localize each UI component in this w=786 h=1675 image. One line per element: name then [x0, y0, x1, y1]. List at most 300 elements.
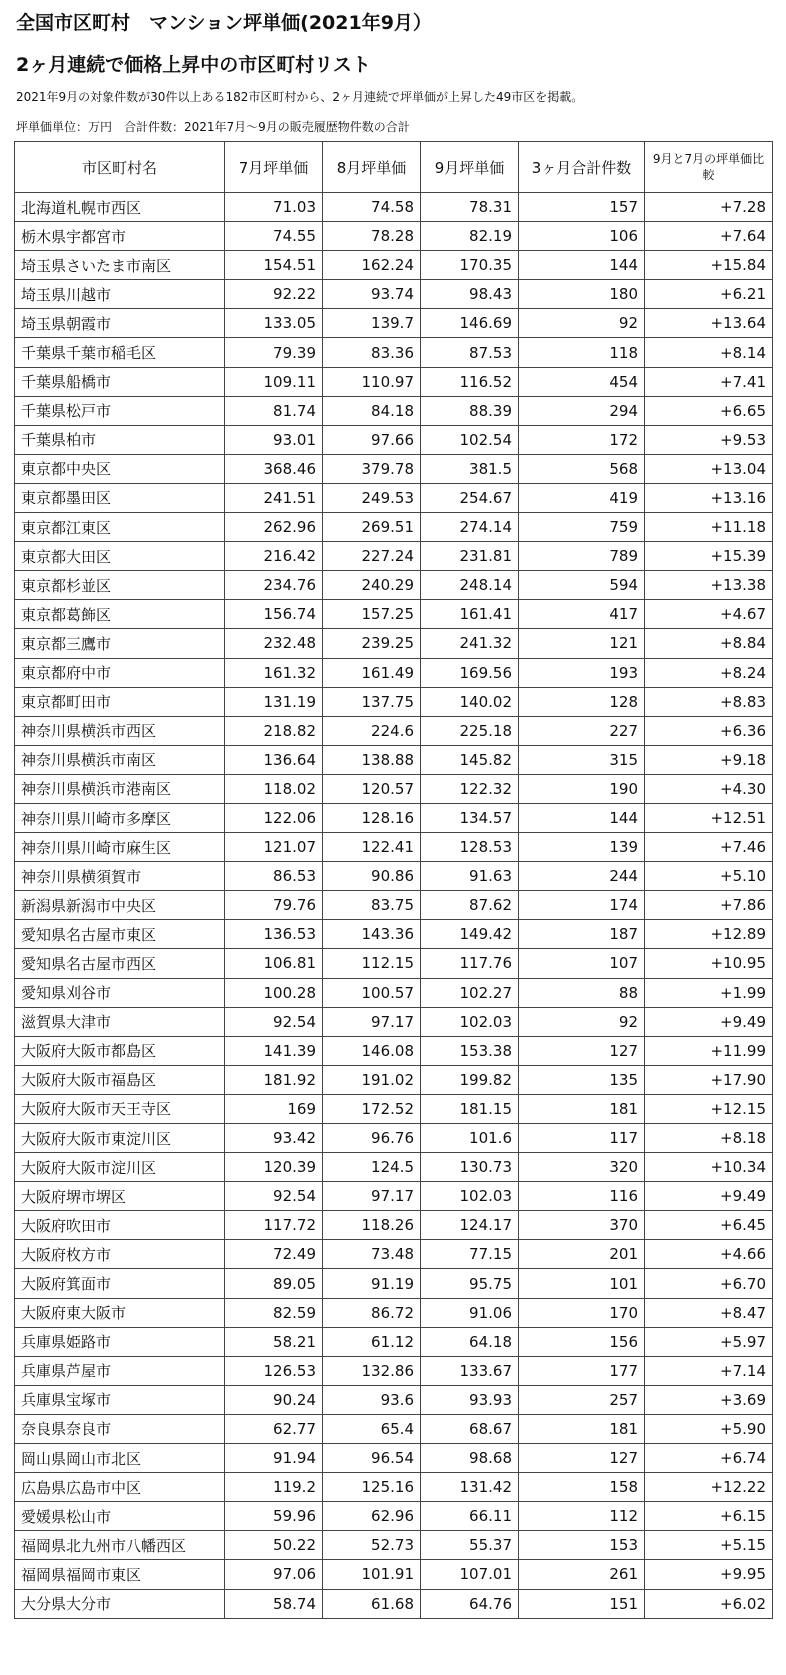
total-count-cell: 107 [519, 949, 645, 978]
august-price-cell: 172.52 [323, 1094, 421, 1123]
total-count-cell: 417 [519, 600, 645, 629]
september-price-cell: 102.54 [421, 425, 519, 454]
table-row [15, 862, 773, 891]
august-price-cell: 379.78 [323, 454, 421, 483]
price-change-cell: +6.70 [645, 1269, 773, 1298]
total-count-cell: 177 [519, 1356, 645, 1385]
august-price-cell: 120.57 [323, 774, 421, 803]
july-price-cell: 241.51 [225, 483, 323, 512]
july-price-cell: 122.06 [225, 803, 323, 832]
september-price-cell: 161.41 [421, 600, 519, 629]
price-change-cell: +7.28 [645, 193, 773, 222]
july-price-cell: 58.21 [225, 1327, 323, 1356]
municipality-cell: 東京都三鷹市 [15, 629, 225, 658]
municipality-cell: 大阪府大阪市淀川区 [15, 1153, 225, 1182]
price-change-cell: +5.15 [645, 1531, 773, 1560]
total-count-cell: 201 [519, 1240, 645, 1269]
total-count-cell: 370 [519, 1211, 645, 1240]
price-change-cell: +6.36 [645, 716, 773, 745]
september-price-cell: 64.76 [421, 1589, 519, 1618]
july-price-cell: 90.24 [225, 1385, 323, 1414]
july-price-cell: 86.53 [225, 862, 323, 891]
september-price-cell: 78.31 [421, 193, 519, 222]
price-change-cell: +12.22 [645, 1473, 773, 1502]
july-price-cell: 93.42 [225, 1124, 323, 1153]
price-change-cell: +15.39 [645, 542, 773, 571]
total-count-cell: 181 [519, 1094, 645, 1123]
price-change-cell: +7.86 [645, 891, 773, 920]
municipality-cell: 奈良県奈良市 [15, 1414, 225, 1443]
september-price-cell: 140.02 [421, 687, 519, 716]
price-change-cell: +13.04 [645, 454, 773, 483]
municipality-cell: 広島県広島市中区 [15, 1473, 225, 1502]
table-row [15, 338, 773, 367]
table-row [15, 193, 773, 222]
table-row [15, 251, 773, 280]
september-price-cell: 117.76 [421, 949, 519, 978]
header-july-price: 7月坪単価 [225, 142, 323, 193]
price-change-cell: +13.38 [645, 571, 773, 600]
august-price-cell: 110.97 [323, 367, 421, 396]
total-count-cell: 190 [519, 774, 645, 803]
municipality-cell: 兵庫県芦屋市 [15, 1356, 225, 1385]
table-row [15, 833, 773, 862]
description-note: 2021年9月の対象件数が30件以上ある182市区町村から、2ヶ月連続で坪単価が上昇した49市区を掲載。 [16, 90, 584, 104]
table-row [15, 1211, 773, 1240]
august-price-cell: 96.76 [323, 1124, 421, 1153]
price-change-cell: +12.15 [645, 1094, 773, 1123]
table-row [15, 1124, 773, 1153]
august-price-cell: 73.48 [323, 1240, 421, 1269]
page-title: 全国市区町村 マンション坪単価(2021年9月） [16, 12, 432, 34]
municipality-cell: 愛媛県松山市 [15, 1502, 225, 1531]
august-price-cell: 122.41 [323, 833, 421, 862]
price-change-cell: +5.97 [645, 1327, 773, 1356]
september-price-cell: 55.37 [421, 1531, 519, 1560]
september-price-cell: 170.35 [421, 251, 519, 280]
august-price-cell: 249.53 [323, 483, 421, 512]
july-price-cell: 91.94 [225, 1444, 323, 1473]
price-change-cell: +7.46 [645, 833, 773, 862]
municipality-cell: 滋賀県大津市 [15, 1007, 225, 1036]
august-price-cell: 65.4 [323, 1414, 421, 1443]
header-price-change: 9月と7月の坪単価比較 [645, 142, 773, 193]
total-count-cell: 127 [519, 1036, 645, 1065]
july-price-cell: 106.81 [225, 949, 323, 978]
price-change-cell: +12.89 [645, 920, 773, 949]
september-price-cell: 181.15 [421, 1094, 519, 1123]
total-count-cell: 257 [519, 1385, 645, 1414]
total-count-cell: 172 [519, 425, 645, 454]
price-change-cell: +8.84 [645, 629, 773, 658]
august-price-cell: 93.74 [323, 280, 421, 309]
august-price-cell: 269.51 [323, 513, 421, 542]
september-price-cell: 122.32 [421, 774, 519, 803]
page-subtitle: 2ヶ月連続で価格上昇中の市区町村リスト [16, 54, 371, 76]
august-price-cell: 93.6 [323, 1385, 421, 1414]
table-row [15, 425, 773, 454]
table-row [15, 280, 773, 309]
july-price-cell: 89.05 [225, 1269, 323, 1298]
september-price-cell: 68.67 [421, 1414, 519, 1443]
total-count-cell: 151 [519, 1589, 645, 1618]
august-price-cell: 61.68 [323, 1589, 421, 1618]
july-price-cell: 93.01 [225, 425, 323, 454]
total-count-cell: 170 [519, 1298, 645, 1327]
municipality-cell: 福岡県北九州市八幡西区 [15, 1531, 225, 1560]
table-row [15, 716, 773, 745]
total-count-cell: 128 [519, 687, 645, 716]
price-change-cell: +8.83 [645, 687, 773, 716]
municipality-cell: 埼玉県さいたま市南区 [15, 251, 225, 280]
municipality-cell: 神奈川県横浜市南区 [15, 745, 225, 774]
table-row [15, 1007, 773, 1036]
september-price-cell: 146.69 [421, 309, 519, 338]
august-price-cell: 239.25 [323, 629, 421, 658]
table-row [15, 483, 773, 512]
price-table [14, 141, 773, 1619]
price-change-cell: +6.45 [645, 1211, 773, 1240]
municipality-cell: 愛知県刈谷市 [15, 978, 225, 1007]
july-price-cell: 136.64 [225, 745, 323, 774]
september-price-cell: 64.18 [421, 1327, 519, 1356]
september-price-cell: 116.52 [421, 367, 519, 396]
table-row [15, 745, 773, 774]
price-change-cell: +8.24 [645, 658, 773, 687]
price-change-cell: +9.53 [645, 425, 773, 454]
august-price-cell: 100.57 [323, 978, 421, 1007]
municipality-cell: 大阪府大阪市福島区 [15, 1065, 225, 1094]
price-change-cell: +7.41 [645, 367, 773, 396]
table-row [15, 1560, 773, 1589]
total-count-cell: 261 [519, 1560, 645, 1589]
table-row [15, 513, 773, 542]
july-price-cell: 161.32 [225, 658, 323, 687]
july-price-cell: 119.2 [225, 1473, 323, 1502]
table-row [15, 309, 773, 338]
september-price-cell: 91.63 [421, 862, 519, 891]
september-price-cell: 153.38 [421, 1036, 519, 1065]
municipality-cell: 岡山県岡山市北区 [15, 1444, 225, 1473]
total-count-cell: 158 [519, 1473, 645, 1502]
july-price-cell: 234.76 [225, 571, 323, 600]
municipality-cell: 埼玉県朝霞市 [15, 309, 225, 338]
price-change-cell: +4.67 [645, 600, 773, 629]
table-row [15, 367, 773, 396]
table-body [15, 193, 773, 1619]
total-count-cell: 101 [519, 1269, 645, 1298]
july-price-cell: 100.28 [225, 978, 323, 1007]
municipality-cell: 千葉県船橋市 [15, 367, 225, 396]
august-price-cell: 61.12 [323, 1327, 421, 1356]
july-price-cell: 121.07 [225, 833, 323, 862]
table-row [15, 1589, 773, 1618]
header-august-price: 8月坪単価 [323, 142, 421, 193]
july-price-cell: 141.39 [225, 1036, 323, 1065]
september-price-cell: 128.53 [421, 833, 519, 862]
price-change-cell: +17.90 [645, 1065, 773, 1094]
municipality-cell: 東京都府中市 [15, 658, 225, 687]
july-price-cell: 81.74 [225, 396, 323, 425]
municipality-cell: 神奈川県横浜市港南区 [15, 774, 225, 803]
price-change-cell: +1.99 [645, 978, 773, 1007]
july-price-cell: 79.76 [225, 891, 323, 920]
table-row [15, 571, 773, 600]
total-count-cell: 174 [519, 891, 645, 920]
total-count-cell: 419 [519, 483, 645, 512]
municipality-cell: 東京都葛飾区 [15, 600, 225, 629]
august-price-cell: 78.28 [323, 222, 421, 251]
municipality-cell: 愛知県名古屋市西区 [15, 949, 225, 978]
august-price-cell: 124.5 [323, 1153, 421, 1182]
august-price-cell: 101.91 [323, 1560, 421, 1589]
price-change-cell: +13.16 [645, 483, 773, 512]
august-price-cell: 62.96 [323, 1502, 421, 1531]
municipality-cell: 大阪府東大阪市 [15, 1298, 225, 1327]
august-price-cell: 118.26 [323, 1211, 421, 1240]
july-price-cell: 154.51 [225, 251, 323, 280]
municipality-cell: 神奈川県横浜市西区 [15, 716, 225, 745]
august-price-cell: 157.25 [323, 600, 421, 629]
municipality-cell: 千葉県柏市 [15, 425, 225, 454]
total-count-cell: 88 [519, 978, 645, 1007]
total-count-cell: 112 [519, 1502, 645, 1531]
september-price-cell: 241.32 [421, 629, 519, 658]
september-price-cell: 93.93 [421, 1385, 519, 1414]
total-count-cell: 759 [519, 513, 645, 542]
price-change-cell: +6.65 [645, 396, 773, 425]
august-price-cell: 84.18 [323, 396, 421, 425]
price-change-cell: +6.21 [645, 280, 773, 309]
price-change-cell: +11.99 [645, 1036, 773, 1065]
total-count-cell: 121 [519, 629, 645, 658]
table-row [15, 1240, 773, 1269]
september-price-cell: 199.82 [421, 1065, 519, 1094]
september-price-cell: 91.06 [421, 1298, 519, 1327]
table-row [15, 1036, 773, 1065]
july-price-cell: 262.96 [225, 513, 323, 542]
header-september-price: 9月坪単価 [421, 142, 519, 193]
municipality-cell: 東京都江東区 [15, 513, 225, 542]
municipality-cell: 埼玉県川越市 [15, 280, 225, 309]
municipality-cell: 兵庫県姫路市 [15, 1327, 225, 1356]
september-price-cell: 124.17 [421, 1211, 519, 1240]
july-price-cell: 92.54 [225, 1182, 323, 1211]
september-price-cell: 87.53 [421, 338, 519, 367]
august-price-cell: 96.54 [323, 1444, 421, 1473]
table-row [15, 1269, 773, 1298]
municipality-cell: 大阪府箕面市 [15, 1269, 225, 1298]
august-price-cell: 128.16 [323, 803, 421, 832]
price-change-cell: +13.64 [645, 309, 773, 338]
total-count-cell: 118 [519, 338, 645, 367]
municipality-cell: 新潟県新潟市中央区 [15, 891, 225, 920]
price-change-cell: +8.14 [645, 338, 773, 367]
total-count-cell: 180 [519, 280, 645, 309]
july-price-cell: 82.59 [225, 1298, 323, 1327]
table-row [15, 1385, 773, 1414]
total-count-cell: 193 [519, 658, 645, 687]
july-price-cell: 117.72 [225, 1211, 323, 1240]
july-price-cell: 92.22 [225, 280, 323, 309]
july-price-cell: 72.49 [225, 1240, 323, 1269]
table-row [15, 1065, 773, 1094]
municipality-cell: 福岡県福岡市東区 [15, 1560, 225, 1589]
september-price-cell: 95.75 [421, 1269, 519, 1298]
september-price-cell: 231.81 [421, 542, 519, 571]
july-price-cell: 368.46 [225, 454, 323, 483]
total-count-cell: 568 [519, 454, 645, 483]
july-price-cell: 74.55 [225, 222, 323, 251]
table-row [15, 803, 773, 832]
august-price-cell: 224.6 [323, 716, 421, 745]
august-price-cell: 240.29 [323, 571, 421, 600]
september-price-cell: 102.03 [421, 1007, 519, 1036]
table-row [15, 658, 773, 687]
price-change-cell: +8.18 [645, 1124, 773, 1153]
table-row [15, 1356, 773, 1385]
july-price-cell: 126.53 [225, 1356, 323, 1385]
table-row [15, 687, 773, 716]
september-price-cell: 225.18 [421, 716, 519, 745]
september-price-cell: 169.56 [421, 658, 519, 687]
price-change-cell: +6.74 [645, 1444, 773, 1473]
table-row [15, 1473, 773, 1502]
august-price-cell: 161.49 [323, 658, 421, 687]
august-price-cell: 132.86 [323, 1356, 421, 1385]
table-row [15, 1298, 773, 1327]
municipality-cell: 東京都中央区 [15, 454, 225, 483]
total-count-cell: 157 [519, 193, 645, 222]
july-price-cell: 181.92 [225, 1065, 323, 1094]
august-price-cell: 112.15 [323, 949, 421, 978]
july-price-cell: 62.77 [225, 1414, 323, 1443]
september-price-cell: 133.67 [421, 1356, 519, 1385]
municipality-cell: 大阪府大阪市東淀川区 [15, 1124, 225, 1153]
september-price-cell: 248.14 [421, 571, 519, 600]
september-price-cell: 130.73 [421, 1153, 519, 1182]
september-price-cell: 101.6 [421, 1124, 519, 1153]
price-change-cell: +7.14 [645, 1356, 773, 1385]
september-price-cell: 381.5 [421, 454, 519, 483]
july-price-cell: 218.82 [225, 716, 323, 745]
august-price-cell: 146.08 [323, 1036, 421, 1065]
total-count-cell: 127 [519, 1444, 645, 1473]
july-price-cell: 136.53 [225, 920, 323, 949]
price-change-cell: +3.69 [645, 1385, 773, 1414]
august-price-cell: 90.86 [323, 862, 421, 891]
september-price-cell: 98.43 [421, 280, 519, 309]
july-price-cell: 58.74 [225, 1589, 323, 1618]
september-price-cell: 66.11 [421, 1502, 519, 1531]
price-change-cell: +4.66 [645, 1240, 773, 1269]
municipality-cell: 東京都墨田区 [15, 483, 225, 512]
july-price-cell: 156.74 [225, 600, 323, 629]
september-price-cell: 134.57 [421, 803, 519, 832]
table-row [15, 774, 773, 803]
august-price-cell: 125.16 [323, 1473, 421, 1502]
august-price-cell: 137.75 [323, 687, 421, 716]
municipality-cell: 大阪府大阪市天王寺区 [15, 1094, 225, 1123]
total-count-cell: 106 [519, 222, 645, 251]
total-count-cell: 181 [519, 1414, 645, 1443]
municipality-cell: 神奈川県川崎市麻生区 [15, 833, 225, 862]
july-price-cell: 109.11 [225, 367, 323, 396]
price-change-cell: +5.90 [645, 1414, 773, 1443]
august-price-cell: 191.02 [323, 1065, 421, 1094]
price-change-cell: +11.18 [645, 513, 773, 542]
august-price-cell: 139.7 [323, 309, 421, 338]
table-row [15, 1153, 773, 1182]
august-price-cell: 138.88 [323, 745, 421, 774]
september-price-cell: 149.42 [421, 920, 519, 949]
total-count-cell: 156 [519, 1327, 645, 1356]
august-price-cell: 86.72 [323, 1298, 421, 1327]
table-row [15, 1502, 773, 1531]
total-count-cell: 116 [519, 1182, 645, 1211]
unit-note: 坪単価単位：万円 合計件数：2021年7月～9月の販売履歴物件数の合計 [16, 120, 410, 134]
total-count-cell: 139 [519, 833, 645, 862]
total-count-cell: 117 [519, 1124, 645, 1153]
municipality-cell: 大阪府吹田市 [15, 1211, 225, 1240]
price-change-cell: +6.15 [645, 1502, 773, 1531]
total-count-cell: 153 [519, 1531, 645, 1560]
september-price-cell: 107.01 [421, 1560, 519, 1589]
total-count-cell: 454 [519, 367, 645, 396]
table-row [15, 629, 773, 658]
price-change-cell: +15.84 [645, 251, 773, 280]
total-count-cell: 315 [519, 745, 645, 774]
table-row [15, 396, 773, 425]
table-row [15, 542, 773, 571]
price-change-cell: +10.34 [645, 1153, 773, 1182]
header-total-count: 3ヶ月合計件数 [519, 142, 645, 193]
august-price-cell: 83.75 [323, 891, 421, 920]
september-price-cell: 98.68 [421, 1444, 519, 1473]
municipality-cell: 千葉県千葉市稲毛区 [15, 338, 225, 367]
table-row [15, 222, 773, 251]
municipality-cell: 東京都町田市 [15, 687, 225, 716]
price-change-cell: +9.18 [645, 745, 773, 774]
price-change-cell: +5.10 [645, 862, 773, 891]
table-row [15, 1444, 773, 1473]
price-change-cell: +4.30 [645, 774, 773, 803]
municipality-cell: 北海道札幌市西区 [15, 193, 225, 222]
municipality-cell: 愛知県名古屋市東区 [15, 920, 225, 949]
july-price-cell: 216.42 [225, 542, 323, 571]
july-price-cell: 133.05 [225, 309, 323, 338]
price-change-cell: +9.49 [645, 1007, 773, 1036]
total-count-cell: 144 [519, 803, 645, 832]
august-price-cell: 97.17 [323, 1007, 421, 1036]
july-price-cell: 118.02 [225, 774, 323, 803]
september-price-cell: 82.19 [421, 222, 519, 251]
september-price-cell: 88.39 [421, 396, 519, 425]
price-change-cell: +9.95 [645, 1560, 773, 1589]
august-price-cell: 97.17 [323, 1182, 421, 1211]
july-price-cell: 92.54 [225, 1007, 323, 1036]
municipality-cell: 兵庫県宝塚市 [15, 1385, 225, 1414]
september-price-cell: 274.14 [421, 513, 519, 542]
table-row [15, 1094, 773, 1123]
municipality-cell: 東京都杉並区 [15, 571, 225, 600]
municipality-cell: 大阪府堺市堺区 [15, 1182, 225, 1211]
july-price-cell: 71.03 [225, 193, 323, 222]
price-change-cell: +6.02 [645, 1589, 773, 1618]
municipality-cell: 大阪府枚方市 [15, 1240, 225, 1269]
header-municipality: 市区町村名 [15, 142, 225, 193]
august-price-cell: 83.36 [323, 338, 421, 367]
